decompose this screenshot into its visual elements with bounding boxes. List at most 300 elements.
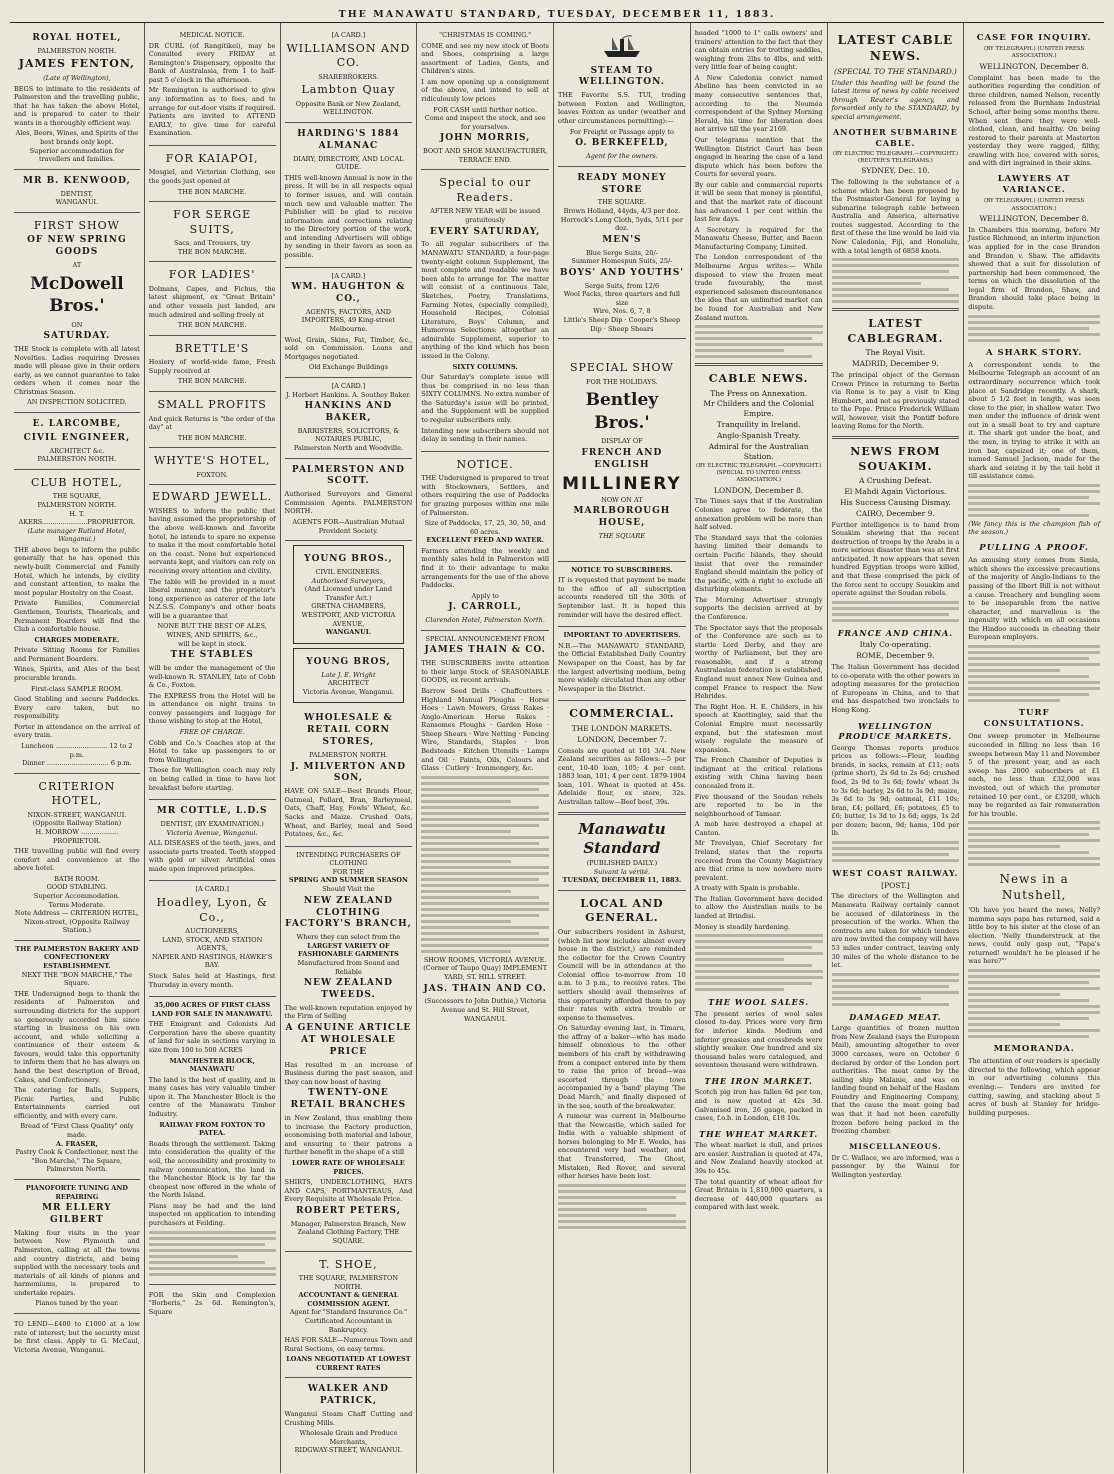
lawyers-copyright: (BY TELEGRAPH.) (UNITED PRESS ASSOCIATION.) [983,198,1085,212]
body-text-lines [832,973,960,1006]
tui-text: THE Favorite S.S. TUI, trading between Foxton and Wellington, leaves Foxton as under (weather and other circumstances permitting):— [558,91,686,126]
local-general-title: LOCAL AND GENERAL. [580,896,664,925]
nz-text: in New Zealand, thus enabling them to increase the Factory production, economising both material and labour, and ensuring to their patrons a further benefit in the shape of a still [284,1114,413,1157]
morris-name: JOHN MORRIS, [440,133,531,144]
ad-hoadley [149,881,276,997]
cable-five: Five thousand of the Soudan rebels are reported to be in the neighbourhood of Tamaar. [694,792,823,818]
bentley-display: DISPLAY OF [601,437,643,446]
bentley-name: Bentley Bros.' [585,390,659,433]
ready-dip: Little's Sheep Dip · Cooper's Sheep Dip · Sheep Shears [563,315,681,333]
young-bros-transfer: (And Licensed under Land Transfer Act.) [304,585,393,602]
williamson-name: WILLIAMSON AND CO. [286,41,411,70]
frozen-text: By our cable and commercial reports it will be seen that money is plentiful, and that the market rate of discount has advanced 1 per cent within the last few days. [694,180,823,224]
corn-stores-place: PALMERSTON NORTH. [308,750,388,759]
milverton-name: J. MILVERTON AND SON, [290,761,407,784]
scott-name: PALMERSTON AND SCOTT. [291,464,405,487]
where-select: Where they can select from the [296,933,401,942]
secretary-text: A Secretary is required for the Manawatu Cheese, Butter, and Bacon Manufacturing Company, Limited. [694,225,823,251]
criterion-loc: (Opposite Railway Station) [32,819,122,828]
club-hotel-prop-sub: (Late manager Rutland Hotel, Wanganui.) [27,526,127,544]
cable-date: LONDON, December 8. [714,485,804,495]
young-bros2-name: YOUNG BROS, [306,656,391,667]
young-bros-name: YOUNG BROS., [304,554,393,565]
local-text: Our subscribers resident in Ashurst, (which list now includes almost every house in the district,) are reminded the collector for the Crown Country Council will be in attendance at the Colonial office to-morrow from 10 a.m. to 3 p.m., to receive rates. The settlers should avail themselves of this opportunity afforded them to pay their rates with extra trouble or expense to themselves. [558,927,686,1022]
london-date: LONDON, December 7. [577,734,667,744]
piano-tuned: Pianos tuned by the year. [35,1299,119,1308]
corn-stores-title: WHOLESALE & RETAIL CORN STORES, [304,713,393,748]
new-spring-goods: OF NEW SPRING GOODS [27,235,127,258]
nz-clothing-title: NEW ZEALAND CLOTHING FACTORY'S BRANCH, [285,895,412,930]
nz-tweeds: NEW ZEALAND TWEEDS. [303,978,393,1001]
christmas-cash: FOR CASH until further notice. [433,105,538,114]
lower-rate: LOWER RATE OF WHOLESALE PRICES. [292,1159,405,1176]
cable-copyright: (BY ELECTRIC TELEGRAPH.—COPYRIGHT.) (SPECIAL TO UNITED PRESS ASSOCIATION.) [696,462,822,484]
cable-treaty: A treaty with Spain is probable. [694,884,800,893]
genuine-article: A GENUINE ARTICLE AT WHOLESALE PRICE [285,1023,412,1057]
farmers-text: Farmers attending the weekly and monthly sales held in Palmerston will find it to their advantage to make arrangements for the use of the above Paddocks. [421,546,550,590]
body-text-lines [832,841,960,862]
thain-goods: Barrow Seed Drills · Chaffcutters · Highland Manual Ploughs · Horse Hoes · Lawn Mowers, Grass Rakes · Anglo-American Horse Rakes · Ransomes Ploughs · Garden Hose · Sheep Shears · Wire Netting · Fencing Wire, Standards, Staples · Iron Bedsteads · Kitchen Utensils · Lamps and Oil · Paints, Oils, Colours and Glass · Cutlery · Ironmongery, &c. [421,687,550,773]
ready-holland: Brown Holland, 44yds, 4/3 per doz. [563,207,681,215]
club-charges: CHARGES MODERATE. [34,635,120,644]
milverton-text: HAVE ON SALE—Best Brands Flour, Oatmeal, Pollard, Bran, Barleymeal, Oats, Chaff, Hay, Fowls' Wheat, &c. Sacks and Maize. Crushed Oats, Wheat, and Barley, meal and Seed Potatoes, &c., &c. [284,787,413,839]
christmas-repairs: I am now opening up a consignment of the above, and intend to sell at ridiculously low prices [421,77,550,104]
ad-harding [285,123,413,268]
cairo-date: CAIRO, December 9. [856,508,935,518]
produce-text: George Thomas reports produce prices as follows:—Flour, leading brands, in sacks, remain at £11; oats (prime short), 2s 6d to 2s 6d; crushed food, 2s 9d to 3s 6d; fowls' wheat 3s to 3s 6d; barley, 2s 6d to 3s 9d; maize, 3s 6d to 3s 9d; oatmeal, £11 10s; bran, £4; pollard, £6; potatoes, £5 to £6; butter, 1s 3d to 1s 6d; eggs, 1s 2d per dozen; bacon, 9d; hams, 10d per lb. [831,743,960,838]
bakery-catering: The catering for Balls, Suppers, Picnic Parties, and Public Entertainments carried out efficiently, and with every care. [14,1086,140,1120]
inspection-solicited: AN INSPECTION SOLICITED. [27,398,127,407]
pulling-title: PULLING A PROOF. [979,543,1089,554]
young-bros-civil: CIVIL ENGINEERS. [315,568,382,577]
intending-title: INTENDING PURCHASERS OF CLOTHING [296,850,401,868]
royal-ales: Ales, Beers, Wines, and Spirits of the best brands only kept. [15,129,139,147]
inquiry-title: CASE FOR INQUIRY. [976,33,1092,43]
ad-piano [14,1180,140,1314]
bakery-title: THE PALMERSTON BAKERY AND CONFECTIONERY ESTABLISHMENT. [15,944,139,971]
walker-text: Wanganui Steam Chaff Cutting and Crushing Mills. [284,1410,413,1427]
thain2-sub: (Successors to John Duthie,) Victoria Avenue and St. Hill Street, WANGANUI. [424,997,546,1023]
ad-royal-hotel [14,27,140,170]
body-text-lines [695,325,823,358]
ad-cottle [149,800,276,881]
peters-name: ROBERT PETERS, [295,1205,401,1216]
fenton-text: BEGS to intimate to the residents of Palmerston and the travelling public, that he has taken the above Hotel, and is prepared to cater to their wants in a thoroughly efficient way. [14,84,140,127]
ready-sub: THE SQUARE. [597,198,647,207]
free-of-charge: FREE OF CHARGE. [179,728,245,737]
ad-milverton [285,707,413,846]
ad-bakery [14,941,140,1180]
criterion-text: THE travelling public will find every comfort and convenience at the above hotel. [14,847,140,873]
young-bros2-address: Victoria Avenue, Wanganui. [302,687,394,696]
cottle-place: Victoria Avenue, Wanganui. [166,828,258,837]
advertisers-title: IMPORTANT TO ADVERTISERS. [563,631,681,640]
cable-advertiser: The Morning Advertiser strongly supports the decision arrived at by the Conference. [694,595,823,621]
kenwood-place: WANGANUI. [55,198,99,207]
souakim-mahdi: El Mahdi Again Victorious. [844,486,947,496]
kenwood-role: DENTIST, [60,189,94,198]
mcdowell-name: McDowell Bros.' [30,273,124,317]
club-wines: Wines, Spirits, and Ales of the best procurable brands. [14,665,140,682]
peters-sub: Manager, Palmerston Branch, New Zealand Clothing Factory, THE SQUARE. [290,1219,407,1245]
wheat-market-text: The wheat market is dull, and prices are easier. Australian is quoted at 47s, and New Zealand heavily stocked at 39s to 45s. [694,1141,823,1175]
plans-text: Plans may be had and the land inspected on application to intending purchasers at Feilding. [148,1201,276,1227]
cable-money: Money is steadily hardening. [694,922,791,931]
iron-market-text: Scotch pig iron has fallen 6d per ton, and is now quoted at 42s 3d. Galvanised iron, 26 gauge, packed in cases, f.o.b. in London, £18 10s. [694,1088,823,1123]
column-2 [145,23,281,1473]
turf-title: TURF CONSULTATIONS. [983,708,1085,730]
railway-text: Roads through the settlement. Taking into consideration the quality of the soil, the accessibility and proximity to railway communication, the land in the Manchester Block is by far the cheapest now offered in the whole of the North Island. [148,1139,276,1200]
skin-text: FOR the Skin and Complexion "Borberis," 2s 6d. Remington's, Square [148,1290,276,1316]
ad-haughton [285,268,413,378]
standard-nameplate [558,820,686,885]
ad-kenwood [14,170,140,213]
haughton-text: Wool, Grain, Skins, Fat, Timber, &c., sold on Commission. Loans and Mortgages negotiated. [284,335,413,361]
haughton-old: Old Exchange Buildings [308,363,388,372]
ad-serge [149,202,276,262]
ad-larcombe [14,413,140,470]
memoranda-text: The attention of our readers is specially directed to the following, which appear in our advertising columns this evening:— Tenders are invited for cutting, sawing, and stacking about 5 acres of bush at Stanley for bridge-building purposes. [968,1057,1100,1117]
inquiry-text: Complaint has been made to the authorities regarding the condition of three children, named Nelson, recently released from the Burnham Industrial School, after being some months there. When sent there they were well-clothed, clean, and healthy. On being restored to their parents at Masterton yesterday they were ragged, filthy, crawling with lice, covered with sores, and with dirt ingrained in their skins. [968,73,1100,168]
divider [695,363,823,366]
railway-title: RAILWAY FROM FOXTON TO PATEA. [159,1120,265,1138]
advertisers-text: N.B.—The MANAWATU STANDARD, the Official Established Daily Country Newspaper on the Coast, has by far the largest advertising medium, being more widely circulated than any other Newspaper in the District. [558,641,686,693]
ad-hankins [285,378,413,459]
bakery-location: NEXT THE "BON MARCHE," The Square. [21,970,133,988]
larcombe-engineer: CIVIL ENGINEER, [23,432,131,443]
ready-boys: BOYS' AND YOUTHS' [559,267,684,278]
souakim-defeat: A Crushing Defeat. [859,476,932,486]
body-text-lines [421,776,549,953]
bentley-millinery: MILLINERY [562,474,682,495]
piano-title: PIANOFORTE TUNING AND REPAIRING [25,1183,128,1201]
remington-text: Mr Remington is authorised to give any information as to fees, and to arrange for out-door visits if required. Patients are invited to ATTEND EARLY, to give time for careful Examination. [148,86,276,138]
stables-text: will be under the management of the well-known R. STANLEY, late of Cobb & Co., Foxton. [148,664,276,690]
manchester-text: The land is the best of quality, and in many cases has very valuable timber upon it. The Manchester Block is the centre of the Manawatu Timber Industry. [148,1075,276,1119]
berkefeld-name: O. BERKEFELD, [575,138,669,149]
body-text-lines [968,645,1100,702]
ad-small-profits [149,392,276,448]
kaiapoi-text: Mosgiel, and Victorian Clothing, see the goods just opened at [148,168,276,186]
largest-variety: LARGEST VARIETY OF FASHIONABLE GARMENTS [298,941,399,959]
berkefeld-agent: Agent for the owners. [586,152,658,161]
cable-italian: The Italian Government have decided to allow the Australian mails to be landed at Brindisi. [694,894,823,921]
hankins-card: [A CARD.] [331,381,366,390]
ready-wire: Wire, Nos. 6, 7, 8 [593,307,651,316]
ad-skin [149,1285,276,1324]
fraser-sub: Pastry Cook & Confectioner, next the "Bon Marché," The Square, Palmerston North. [15,1148,139,1174]
mcdowell-saturday: SATURDAY. [43,331,111,342]
hoadley-card: [A CARD.] [195,885,229,894]
tshoe-sub: THE SQUARE, PALMERSTON NORTH. [298,1274,399,1291]
submarine-text: The following is the substance of a scheme which has been proposed by the Postmaster-General for laying a submarine telegraph cable between Australia and America, alternative routes suggested. According to the first of these the line would be laid via New Caledonia, Fiji, and Honolulu, with a total length of 6858 knots. [831,177,960,255]
shirts: SHIRTS, UNDERCLOTHING, HATS AND CAPS, PORTMANTEAUS, And Every Requisite at Wholesale Price. [284,1178,413,1204]
club-luncheon: Luncheon ......................... 12 to 2 p.m. [21,742,133,759]
club-good-stabling: Good Stabling and secure Paddocks. Every care taken, but no responsibility. [14,695,140,721]
bakery-text: THE Undersigned begs to thank the residents of Palmerston and surrounding districts for the support so generously accorded him since starting in business on his own account, and while soliciting a continuance of their esteem & favours, would take this opportunity to inform them that he has always on hand the best description of Bread, Cakes, and Confectionery. [14,989,140,1084]
club-hotel-sub: THE SQUARE, [52,492,102,501]
manchester-title: MANCHESTER BLOCK, MANAWATU [169,1056,255,1074]
scott-agents: AGENTS FOR—Australian Mutual Provident Society. [292,518,405,535]
west-coast-post: [POST.] [881,880,910,890]
larcombe-place: PALMERSTON NORTH. [37,455,117,464]
convict-text: A New Caledonia convict named Abelino has been convicted in so many consecutive sentences that, according to the Nouméa correspondent of the Sydney Morning Herald, his time for liberation does not arrive till the year 2169. [694,73,823,134]
body-text-lines [968,821,1100,866]
body-text-lines [968,315,1100,342]
jewell-kept: will be kept in stock. [177,639,247,648]
curl-text: DR CURL (of Rangitikei), may be Consulted every FRIDAY at Remington's Dispensary, opposite the Bank of Australasia, from 1 to half-past 5 o'clock in the afternoon. [148,41,276,84]
italy-text: The Italian Government has decided to co-operate with the other powers in adopting measures for the protection of Europeans in China, and to that end has despatched two ironclads to Hong Kong. [831,663,960,714]
notice-title: NOTICE. [456,457,514,471]
lambton-sub: Opposite Bank or New Zealand, WELLINGTON. [295,99,401,117]
ad-tshoe [285,1252,413,1379]
bon-marche-1: THE BON MARCHE. [177,187,247,196]
hoadley-napier: NAPIER AND HASTINGS, HAWKE'S BAY. [152,952,273,970]
twenty-one: TWENTY-ONE RETAIL BRANCHES [290,1088,407,1111]
ad-walker [285,1378,413,1460]
ad-mcdowell [14,213,140,413]
haughton-card: [A CARD.] [331,271,366,280]
tshoe-name: T. SHOE, [319,1257,378,1271]
divider [558,890,686,891]
west-coast-text: The directors of the Wellington and Manawatu Railway certainly cannot be accused of dilatoriness in the prosecution of the works. When the contracts are taken for which tenders are now invited the company will have 53 miles under contract, leaving only 30 miles of the whole distance to be let. [831,892,960,970]
ad-thain [421,631,549,1028]
morris-sub: BOOT AND SHOE MANUFACTURER, TERRACE END. [422,147,548,164]
ad-criterion [14,774,140,941]
gilbert-text: Making four visits in the year between New Plymouth and Palmerston, calling at all the towns and country districts, and being supplied with the necessary tools and materials of all kinds of pianos and harmoniums, is prepared to undertake repairs. [14,1228,140,1297]
shark-text: A correspondent sends to the Melbourne Telegraph an account of an extraordinary occurrence which took place at Sandridge recently. A shark, about 5 1/2 feet in length, was seen close to the pier, in shallow water. Two men under the influence of drink went out in a small boat to try and capture it. The shark got under the boat, and the men, in trying to strike it with an iron bar, capsized it; one of them, named Samuel Jackson, made for the shark and seizing it by the tail held it till assistance came. [968,360,1100,481]
cable-mob: A mob have destroyed a chapel at Canton. [694,820,823,837]
walker-grain: Wholesale Grain and Produce Merchants, [299,1429,398,1446]
thain-name: JAMES THAIN & CO. [424,645,546,656]
latest-cable-text: Under this heading will be found the latest items of news by cable received through Reuter's agency, and forwarded only to the STANDARD, by special arrangement. [831,78,960,121]
body-text-lines [558,1184,686,1229]
france-china-title: FRANCE AND CHINA. [837,627,954,638]
bentley-now-on: NOW ON AT [601,495,643,504]
mcdowell-on: ON [71,320,83,329]
walker-name: WALKER AND PATRICK, [307,1384,389,1407]
criterion-address: Note Address — CRITERION HOTEL, Nixon-street, (Opposite Railway Station.) [14,909,139,935]
acres-text: THE Emigrant and Colonists Aid Corporation have the above quantity of land for sale in sections varying in size from 100 to 500 ACRES [148,1020,276,1054]
cable-news-title: CABLE NEWS. [708,372,809,386]
ready-horrock: Horrock's Long Cloth, 5yds, 5/11 per doz. [560,215,684,233]
columns [10,23,1104,1473]
larcombe-architect: ARCHITECT &c. [49,446,105,455]
bakery-bread: Bread of "First Class Quality" only made. [20,1122,134,1140]
wheat-market-title: THE WHEAT MARKET. [699,1128,819,1139]
column-8 [964,23,1104,1473]
body-text-lines [149,1231,276,1276]
cottle-sub: DENTIST, (BY EXAMINATION.) [160,819,264,828]
ad-young-bros-architect [293,648,405,704]
whyte-title: WHYTE'S HOTEL, [153,454,271,468]
cottle-name: MR COTTLE, L.D.S [156,806,268,817]
fenton-name: JAMES FENTON, [18,57,136,71]
ready-serge: Blue Serge Suits, 20/- [585,248,658,257]
standard-date: TUESDAY, DECEMBER 11, 1883. [562,876,682,885]
ad-young-bros [293,545,405,644]
freight-text: For Freight or Passage apply to [569,127,674,136]
column-3 [281,23,418,1473]
rome-date: ROME, December 9. [856,651,935,661]
london-argus-text: The London correspondent of the Melbourne Argus writes:— While disposed to view the frozen meat trade favourably, the most experienced salesmen discountenance the idea that an unlimited market can be found for Australian and New Zealand mutton. [694,253,823,322]
mcdowell-text: THE Stock is complete with all latest Novelties. Ladies requiring Dresses made will please give in their orders early, as we cannot guarantee to take orders when it comes near the Christmas Season. [14,344,140,396]
masthead [10,6,1104,23]
shark-fancy: (We fancy this is the champion fish of the season.) [968,519,1100,537]
sixty-text: Our Saturday's complete issue will thus be comprised in no less than SIXTY COLUMNS. No extra number of the Saturday's issue will be printed, and the Supplement will be supplied to regular subscribers only. [421,373,550,425]
cable-childers: Mr Childers and the Colonial Empire. [703,399,814,419]
ready-mens: MEN'S [602,234,642,245]
steam-title: STEAM TO WELLINGTON. [578,65,665,88]
lend-text: TO LEND—£400 to £1000 at a low rate of interest; but the security must be first class. Apply to G. McCaul, Victoria Avenue, Wanganui. [14,1320,140,1354]
ad-lend [14,1314,140,1361]
cable-standard: The Standard says that the colonies having limited their demands to certain Pacific Islands, they should insist that over the remainder England should maintain the policy of the pacific, with a right to exclude all disturbing elements. [694,533,823,594]
haughton-name: WM. HAUGHTON & CO., [291,282,406,304]
thain-implement: (Corner of Taupo Quay) IMPLEMENT YARD, ST. HILL STREET. [423,964,548,981]
express-text: The EXPRESS from the Hotel will be in attendance on night trains to convey passengers and luggage for those wishing to stop at the Hotel, [148,691,276,726]
club-hotel-place: PALMERSTON NORTH. [37,501,117,509]
for-the: FOR THE [332,867,365,876]
special-show: SPECIAL SHOW [569,361,674,375]
cable-press: The Press on Annexation. [710,388,808,398]
turf-text: One sweep promoter in Melbourne succeeded in filling no less than 16 sweeps between May 11 and November 5 of the present year, and as each sweep has 2000 subscribers at £1 each, no less than £32,000 was invested, out of which the promoter retained 10 per cent., or £3200, which may be regarded as fair remuneration for his trouble. [968,732,1100,818]
harding-text: THIS well-known Annual is now in the press. It will be in all respects equal to former issues, and will contain much new and valuable matter. The Publisher will be glad to receive information and corrections relating to the Directory portion of the work, and intending Advertisers will oblige by sending in their favors as soon as possible. [284,173,413,259]
cable-spectator: The Spectator says that the proposals of the Conference are such as to startle Lord Derby, and they are worthy of Parliament, but they are reasonable, and if a strong Australasian federation is established, England must annex New Guinea and compel France to respect the New Hebrides. [694,623,823,701]
ready-title: READY MONEY STORE [577,172,667,195]
damaged-meat-title: DAMAGED MEAT. [849,1011,942,1022]
inquiry-copyright: (BY TELEGRAPH.) (UNITED PRESS ASSOCIATION.) [983,46,1085,60]
brettle-title: BRETTLE'S [175,341,250,355]
acres-title: 35,000 ACRES OF FIRST CLASS LAND FOR SALE IN MANAWATU. [151,1001,273,1018]
standard-title: Manawatu Standard [578,819,666,858]
hankins-name: HANKINS AND BAKER, [304,401,393,423]
ad-whyte-hotel [149,448,276,800]
young-bros-wanganui: WANGANUI. [325,628,372,637]
ad-club-hotel [14,470,140,774]
thain-text: THE SUBSCRIBERS invite attention to their large Stock of SEASONABLE GOODS, ex recent arrivals. [421,659,550,685]
headed-text: headed "1000 to 1" calls owners' and trainers' attention to the fact that they can obtain entries for trotting saddles, weighing from 2lbs to 4lbs, and with very little fear of being caught. [694,29,823,72]
club-sample-room: First-class SAMPLE ROOM. [31,684,123,693]
column-4 [417,23,554,1473]
bon-marche-2: THE BON MARCHE. [177,247,247,256]
submarine-title: ANOTHER SUBMARINE CABLE. [832,127,958,148]
young-bros2-wright: Late J. E. Wright [321,670,376,679]
intending-subs: Intending new subscribers should not delay in sending in their names. [421,426,550,444]
ad-brettle [149,336,276,392]
divider [558,812,686,815]
club-porter: Porter in attendance on the arrival of every train. [14,722,140,740]
after-new-year: AFTER NEW YEAR will be issued gratuitously [430,207,541,224]
ad-scott [285,459,413,542]
serge-text: Sacs, and Trousers, try [173,239,251,248]
nutshell-text: 'Oh have you heard the news, Nelly? mamma says papa has returned, said a little boy to his sister at the close of an election. 'Nelly thunderstruck at the news, could only gasp out, "Papa's returned! wouldn't he be pleased if he was here?"' [968,905,1100,966]
royal-hotel-place: PALMERSTON NORTH. [37,46,117,55]
hankins-line: J. Herbert Hankins. A. Southey Baker. [286,390,411,399]
excellent-feed: EXCELLENT FEED AND WATER. [426,536,544,545]
standard-motto: Suivant la vérité. [593,867,651,876]
memoranda-title: MEMORANDA. [993,1043,1075,1054]
thain-showroom: SHOW ROOMS, VICTORIA AVENUE. [423,955,547,964]
west-coast-title: WEST COAST RAILWAY. [832,868,959,879]
fenton-sub: (Late of Wellington), [43,73,111,82]
produce-title: WELLINGTON PRODUCE MARKETS. [838,720,953,742]
wellington-text: Our telegrams mention that the Wellington District Court has been engaged in hearing the case of a land dispute which has been before the Courts for several years. [694,135,823,179]
club-hotel-prop: H. T. AKERS......................PROPRIETOR. [18,509,136,527]
souakim-title: NEWS FROM SOUAKIM. [850,444,941,473]
misc-title: MISCELLANEOUS. [849,1141,942,1151]
hankins-place: Palmerston North and Woodville. [293,443,403,452]
nutshell-title: News in a Nutshell, [999,872,1069,903]
cottle-text: ALL DISEASES of the teeth, jaws, and associate parts treated. Teeth stopped with gold or silver. Artificial ones made upon improved principles. [148,839,276,873]
notice-subs-title: NOTICE TO SUBSCRIBERS. [571,565,673,574]
fraser-name: A. FRASER, [55,1139,98,1148]
tshoe-agent: Agent for "Standard Insurance Co." [289,1308,408,1317]
tshoe-cert: Certificated Accountant in Bankruptcy. [304,1316,392,1334]
pulling-text: An amusing story comes from Simla, which shows the excessive precautions of the majority of Anglo-Indians to the passing of the Ilbert Bill is not without a cause. Treachery and bungling seem to be inseparable from the native character, and marvellous is the ingenuity with which on all occasions the Hindoo succeeds in cheating their European employers. [968,556,1100,642]
jewell-text: WISHES to inform the public that having assumed the proprietorship of the above well-known and favorite hotel, he intends to spare no expense to make it the most comfortable hotel on the coast. None but experienced servants kept, and visitors can rely on receiving every attention and civility. [148,506,276,575]
harding-title: HARDING'S 1884 ALMANAC [297,128,400,151]
tshoe-accountant: ACCOUNTANT & GENERAL COMMISSION AGENT. [298,1291,399,1308]
latest-cable-title: LATEST CABLE NEWS. [837,33,954,63]
larcombe-name: E. LARCOMBE, [32,419,122,429]
hoadley-auctioneers: AUCTIONEERS, [185,927,240,936]
jewell-table: The table will be provided in a most liberal manner, and the proprietor's long experience as caterer of the late N.Z.S.S. Company's and other boats will be a guarantee that [148,577,276,620]
cable-anglo: Anglo-Spanish Treaty. [716,431,801,441]
club-hotel-title: CLUB HOTEL, [31,475,123,489]
reputation: The well-known reputation enjoyed by the Firm of Selling [284,1003,413,1021]
divider [149,484,276,485]
hoadley-name: Hoadley, Lyon, & Co., [156,896,268,924]
madrid-date: MADRID, December 9. [852,359,939,369]
ad-steam [558,27,686,167]
haughton-sub: AGENTS, FACTORS, AND IMPORTERS, 49 King-street Melbourne. [301,307,396,334]
divider [832,308,960,311]
small-profits-text: And quick Returns is "the order of the day" at [148,414,276,432]
damaged-meat-text: Large quantities of frozen mutton from New Zealand (says the European Mail), amounting altogether to over 3000 carcases, were on October 6 declared by order of the London port authorities. The meat came by the sailing ship Malanie, and was on landing found on behalf of the Haslam Foundry and Engineering Company, that the cause the meat going bad was that it had not been carefully frozen before being packed in the freezing chamber. [831,1024,960,1136]
masthead-title: THE MANAWATU STANDARD, TUESDAY, DECEMBER 11, 1883. [338,8,776,20]
souakim-success: His Success Causing Dismay. [839,497,951,507]
lawyers-date: WELLINGTON, December 8. [979,213,1089,223]
christmas-title: "CHRISTMAS IS COMING." [439,31,532,39]
small-profits-title: SMALL PROFITS [157,398,267,412]
markets-text: Consols are quoted at 101 3/4. New Zealand securities as follows:—5 per cent, 10-40 loan, 105; 4 per cent. 1883 loan, 101; 4 per cent. 1879-1904 loan, 101. Wheat is quoted at 45s. Adelaide flour, ex store, 32s. Australian tallow—Beef beef, 39s. [558,746,686,807]
brettle-text: Hosiery of world-wide fame, Fresh Supply received at [148,358,276,375]
williamson-sub: SHAREBROKERS. [318,72,379,81]
christmas-come: Come and inspect the stock, and see for yourselves. [424,114,546,131]
rumour-text: A rumour was current in Melbourne that the Newcastle, which sailed for India with a valuable shipment of horses belonging to Mr E. Weeks, has encountered very bad weather, and that Transferred, The Ghost, Mistaken, Red Rover, and several other horses have been lost. [558,1112,686,1181]
harding-sub: DIARY, DIRECTORY, AND LOCAL GUIDE. [293,154,404,172]
notice-subs-text: IT is requested that payment be made to the office of all subscription accounts rendered till the 30th of September last. It is hoped this reminder will have the desired effect. [558,576,686,619]
royal-hotel-title: ROYAL HOTEL, [32,33,122,43]
divider [832,436,960,439]
criterion-sub: NIXON-STREET, WANGANUI. [27,810,127,819]
mcdowell-at: AT [72,261,82,270]
thain2-name: JAS. THAIN AND CO. [423,983,547,994]
lawyers-title: LAWYERS AT VARIANCE. [997,173,1071,196]
ready-wool: Wool Packs, three quarters and full size [563,290,681,307]
kaiapoi-title: FOR KAIAPOI, [165,151,259,165]
body-text-lines [832,258,960,303]
ladies-title: FOR LADIES' [168,268,256,282]
ready-summer: Summer Homespun Suits, 25/- [571,257,673,266]
iron-market-title: THE IRON MARKET. [704,1075,813,1086]
bentley-marlborough: MARLBOROUGH HOUSE, [573,506,671,529]
club-private: Private Families, Commercial Gentlemen, Tourists, Thearicals, and Permanent Boarders will find the Club a comfortable house. [14,599,140,634]
ladies-text: Dolmans, Capes, and Fichus, the latest shipment, ex "Great Britain" and other vessels just landed, are much admired and selling freely at [148,284,276,319]
serge-title: FOR SERGE SUITS, [173,208,252,236]
ad-nz-clothing [285,847,413,1252]
every-saturday: EVERY SATURDAY, [430,226,541,237]
